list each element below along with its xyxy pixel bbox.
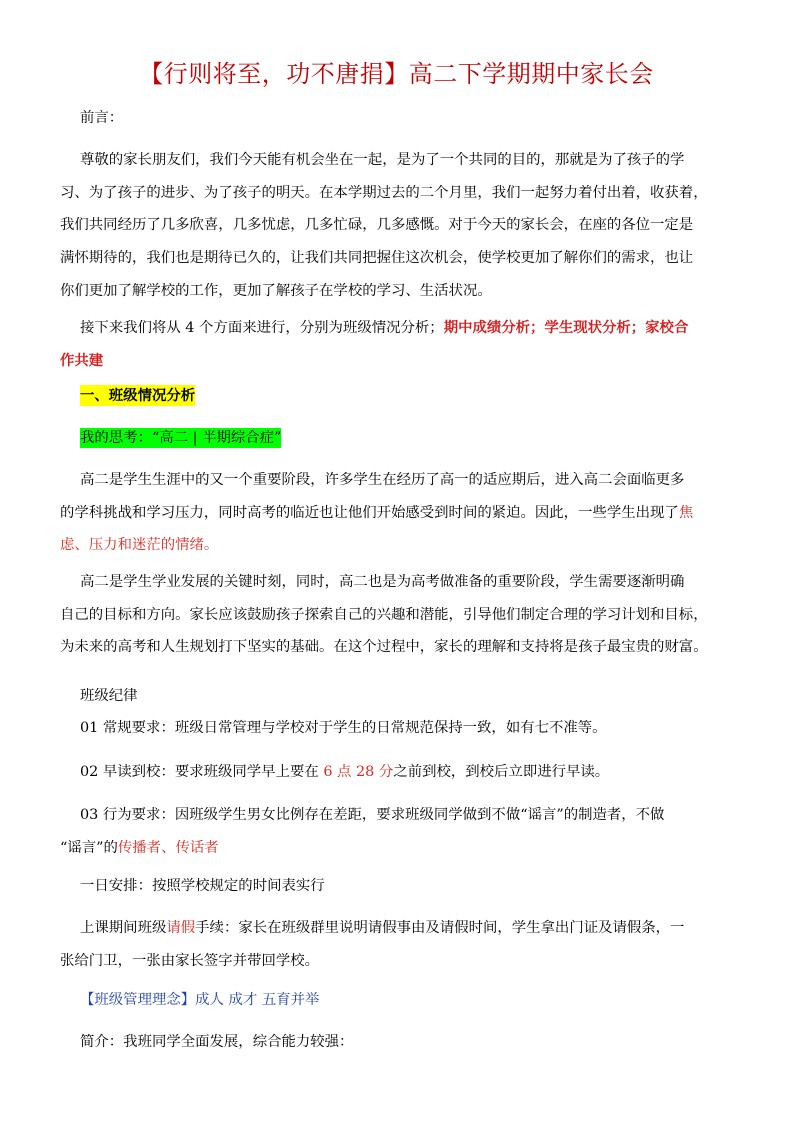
management-philosophy: 【班级管理理念】成人 成才 五育并举 <box>80 992 320 1008</box>
preface-label: 前言： <box>80 110 124 126</box>
agenda-topics-continued: 作共建 <box>60 351 104 369</box>
rule-3 <box>60 799 735 864</box>
thinking-heading <box>80 428 281 448</box>
leave-text: 上课期间班级 <box>80 920 167 936</box>
leave-text: 手续：家长在班级群里说明请假事由及请假时间，学生拿出门证及请假条，一 <box>195 920 685 936</box>
arrival-time: 6 点 28 分 <box>323 764 394 780</box>
section1-heading: 一、班级情况分析 <box>80 387 196 404</box>
leave-line <box>80 912 735 945</box>
grade2-paragraph-b <box>60 566 735 664</box>
intro-line: 尊敬的家长朋友们，我们今天能有机会坐在一起，是为了一个共同的目的，那就是为了孩子的学 <box>80 152 685 168</box>
rule-text: 之前到校，到校后立即进行早读。 <box>393 764 610 780</box>
emphasis-text: 焦 <box>678 504 694 521</box>
rule-1: 01 常规要求：班级日常管理与学校对于学生的日常规范保持一致，如有七不准等。 <box>80 720 607 736</box>
intro-line: 满怀期待的，我们也是期待已久的，让我们共同把握住这次机会，使学校更加了解你们的需求，也让 <box>60 250 694 267</box>
rule-text: 02 早读到校：要求班级同学早上要在 <box>80 764 324 780</box>
paragraph-line: 为未来的高考和人生规划打下坚实的基础。在这个过程中，家长的理解和支持将是孩子最宝贵的财富。 <box>60 639 708 656</box>
class-summary: 简介：我班同学全面发展，综合能力较强： <box>80 1034 354 1050</box>
my-thinking-label: 我的思考：“高二 | 半期综合症” <box>80 430 282 446</box>
emphasis-text: 传播者、传话者 <box>117 839 219 856</box>
rule-line <box>60 832 735 865</box>
grade2-paragraph-a <box>60 464 735 562</box>
agenda-topics: 期中成绩分析；学生现状分析；家校合 <box>443 319 689 336</box>
paragraph-line: 高二是学生生涯中的又一个重要阶段，许多学生在经历了高一的适应期后，进入高二会面临更多 <box>80 472 685 488</box>
emphasis-text: 请假 <box>166 920 196 936</box>
leave-line: 张给门卫，一张由家长签字并带回学校。 <box>60 952 320 969</box>
discipline-label: 班级纪律 <box>80 688 138 704</box>
leave-procedure <box>60 912 735 977</box>
intro-paragraph <box>60 144 735 308</box>
rule-text: “谣言”的 <box>60 839 118 856</box>
agenda-line <box>80 312 735 345</box>
section-heading <box>80 386 195 406</box>
emphasis-text: 虑、压力和迷茫的情绪。 <box>60 537 219 554</box>
agenda-text: 接下来我们将从 4 个方面来进行，分别为班级情况分析； <box>80 320 444 336</box>
intro-line: 你们更加了解学校的工作，更加了解孩子在学校的学习、生活状况。 <box>60 282 492 299</box>
rule-line: 03 行为要求：因班级学生男女比例存在差距，要求班级同学做到不做“谣言”的制造者，不做 <box>80 807 665 823</box>
paragraph-text: 的学科挑战和学习压力，同时高考的临近也让他们开始感受到时间的紧迫。因此，一些学生出现了 <box>60 504 679 521</box>
intro-line: 习、为了孩子的进步、为了孩子的明天。在本学期过去的二个月里，我们一起努力着付出着，收获着， <box>60 184 708 201</box>
paragraph-line <box>60 497 735 530</box>
daily-schedule: 一日安排：按照学校规定的时间表实行 <box>80 878 325 894</box>
document-title: 【行则将至，功不唐捐】高二下学期期中家长会 <box>139 60 654 88</box>
paragraph-line: 自己的目标和方向。家长应该鼓励孩子探索自己的兴趣和潜能，引导他们制定合理的学习计划和目标， <box>60 606 708 623</box>
rule-2 <box>80 762 609 782</box>
intro-line: 我们共同经历了几多欣喜，几多忧虑，几多忙碌，几多感慨。对于今天的家长会，在座的各位一定是 <box>60 217 694 234</box>
paragraph-line: 高二是学生学业发展的关键时刻，同时，高二也是为高考做准备的重要阶段，学生需要逐渐明确 <box>80 574 685 590</box>
agenda-paragraph <box>60 312 735 377</box>
